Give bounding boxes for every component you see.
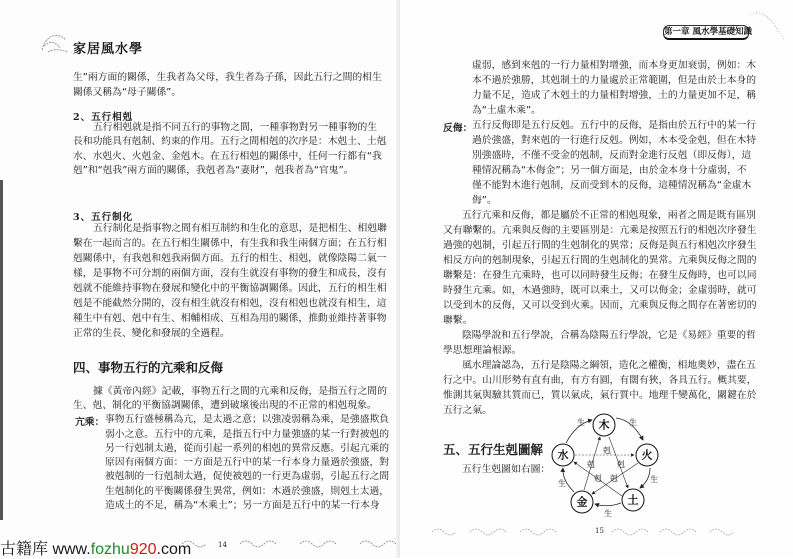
text-line: 據《黃帝內經》記載，事物五行之間的亢乘和反侮，是指五行之間的	[93, 386, 387, 397]
section-heading: 五、五行生剋圖解	[443, 442, 544, 457]
generate-label: 生	[629, 418, 637, 427]
generate-label: 生	[577, 418, 585, 427]
arrow-earth-to-metal	[595, 503, 621, 506]
text-line: 虛弱，感到來剋的一行力量相對增強，而本身更加衰弱，例如：木	[472, 60, 757, 71]
overcome-label: 剋	[587, 460, 595, 469]
text-line: 關係又稱為“母子關係”。	[73, 87, 182, 98]
text-line: 造成土的不足，稱為“木乘土”；另一方面是五行中的某一行本身	[105, 500, 380, 511]
text-line: 剋”和“剋我”兩方面的關係，我剋者為“妻財”，剋我者為“官鬼”。	[73, 165, 354, 176]
text-line: 剋就不能維持事物在發展和變化中的平衡協調關係。因此，五行的相生相	[73, 283, 387, 294]
text-line: 被剋制的一行剋制太過，促使被剋的一行更為虛弱，引起五行之間	[105, 471, 390, 482]
subsection-title: 3、五行制化	[73, 212, 134, 223]
text-line: 正常的生長、變化和發展的全過程。	[73, 328, 230, 339]
overcome-label: 剋	[594, 474, 602, 483]
overcome-label: 剋	[617, 460, 625, 469]
text-line: 時發生亢乘。如，木過強時，既可以乘土，又可以侮金；金虛弱時，就可	[443, 285, 757, 296]
text-line: 侮”。	[472, 195, 497, 206]
term-label: 亢乘：	[75, 417, 105, 428]
text-line: 五行相剋就是指不同五行的事物之間，一種事物對另一種事物的生	[93, 122, 378, 133]
text-line: 別強盛時，不僅不受金的剋制，反而對金進行反剋（即反侮），這	[472, 150, 752, 161]
chapter-header: 第一章 風水學基礎知識	[663, 25, 749, 40]
generate-label: 生	[650, 475, 658, 484]
text-line: 相反方向的剋制現象，引起五行間的生剋制化的異常。亢乘與反侮之間的	[443, 255, 757, 266]
text-line: 剋是不能截然分開的，沒有相生就沒有相剋，沒有相剋也就沒有相生，這	[73, 298, 387, 309]
overcome-label: 剋	[603, 446, 611, 455]
text-line: 生剋制化的平衡關係發生異常，例如：木過於強盛，則剋土太過，	[105, 486, 390, 497]
text-line: 為“土虛木乘”。	[472, 105, 541, 116]
watermark-green: fozhu	[90, 541, 130, 558]
text-line: 風水理論認為，五行是陰陽之綱領，造化之權衡，相地奧妙，盡在五	[462, 360, 756, 371]
text-line: 學思想理論根源。	[443, 345, 522, 356]
text-line: 陰陽學說和五行學說，合稱為陰陽五行學說，它是《易經》重要的哲	[462, 330, 756, 341]
text-line: 以受到木的反侮，又可以受到火乘。因而，亢乘與反侮之間存在著密切的	[443, 300, 757, 311]
text-line: 聯繫是：在發生亢乘時，也可以同時發生反侮；在發生反侮時，也可以同	[443, 270, 757, 281]
text-line: 本不過於強勝，其剋制土的力量處於正常範圍，但是由於土本身的	[472, 75, 757, 86]
page-number: 15	[595, 527, 604, 535]
text-line: 種生中有剋、剋中有生、相輔相成、互相為用的關係，推動並維持著事物	[73, 313, 387, 324]
overcome-label: 剋	[610, 474, 618, 483]
text-line: 過強的剋制，引起五行間的生剋制化的異常；反侮是與五行相剋次序發生	[443, 240, 757, 251]
generate-label: 生	[604, 509, 612, 518]
text-line: 繫在一起而言的。在五行相生關係中，有生我和我生兩個方面；在五行相	[73, 238, 387, 249]
text-line: 僅不能對木進行剋制，反而受到木的反侮，這種情況稱為“金虛木	[472, 180, 752, 191]
text-line: 五行制化是指事物之間有相互制約和生化的意思，是把相生、相剋聯	[93, 223, 387, 234]
node-fire-label: 火	[641, 448, 653, 462]
text-line: 水、水剋火、火剋金、金剋木。在五行相剋的關係中，任何一行都有“我	[73, 151, 382, 162]
text-line: 長和功能具有剋制、約束的作用。五行之間相剋的次序是：木剋土、土剋	[73, 136, 387, 147]
arrow-fire-to-earth	[640, 468, 650, 488]
term-label: 反侮：	[443, 123, 473, 134]
watermark-suffix: .com	[156, 541, 192, 558]
text-line: 樣，是事物不可分割的兩個方面，沒有生就沒有事物的發生和成長，沒有	[73, 268, 387, 279]
footer-ornament-icon	[432, 529, 734, 535]
text-line: 過於強盛，對來剋的一行進行反剋。例如，木本受金剋，但在木特	[472, 135, 757, 146]
text-line: 又有聯繫的。亢乘與反侮的主要區別是：亢乘是按照五行的相剋次序發生	[443, 225, 757, 236]
text-line: 剋關係中，有我剋和剋我兩個方面。五行的相生、相剋，就像陰陽二氣一	[73, 253, 387, 264]
text-line: 事物五行盛極稱為亢，是太過之意；以強凌弱稱為乘，是強盛欺負	[105, 414, 390, 425]
subsection-title: 2、五行相剋	[73, 112, 134, 123]
generate-label: 生	[558, 479, 566, 488]
node-water-label: 水	[557, 448, 569, 462]
text-line: 原因有兩個方面：一方面是五行中的某一行本身力量過於強盛，對	[105, 457, 390, 468]
text-line: 惟測其氣與驗其質而已，質以氣成，氣行質中。地理千變萬化，關鍵在於	[443, 390, 757, 401]
text-line: 聯繫。	[443, 315, 473, 326]
chapter-heading: 四、事物五行的亢乘和反侮	[73, 360, 224, 375]
book-title: 家居風水學	[73, 42, 144, 57]
watermark-prefix: 古籍库 www.	[0, 541, 91, 558]
node-earth-label: 土	[627, 493, 639, 507]
text-line: 生、剋、制化的平衡協調關係，遭到破壞後出現的不正常的相剋現象。	[73, 400, 377, 411]
page-number: 14	[218, 541, 227, 549]
text-line: 行之中。山川形勢有直有曲，有方有圓，有闊有狹，各具五行。概其要，	[443, 375, 757, 386]
diagram-caption: 五行生剋圖如右圖：	[462, 464, 551, 475]
node-wood-label: 木	[598, 418, 610, 432]
text-line: 力量不足，造成了木剋土的力量相對增強，土的力量更加不足，稱	[472, 90, 757, 101]
node-metal-label: 金	[576, 495, 588, 509]
watermark-red: 920	[129, 541, 157, 558]
text-line: 五行反侮即是五行反剋。五行中的反侮，是指由於五行中的某一行	[472, 120, 757, 131]
text-line: 五行亢乘和反侮，都是屬於不正常的相剋現象，兩者之間是既有區別	[462, 210, 756, 221]
text-line: 弱小之意。五行中的亢乘，是指五行中力量強盛的某一行對被剋的	[105, 429, 390, 440]
text-line: 種情況稱為“木侮金”；另一個方面是，由於金本身十分虛弱，不	[472, 165, 747, 176]
text-line: 生”兩方面的關係，生我者為父母，我生者為子孫，因此五行之間的相生	[73, 72, 382, 83]
text-line: 另一行剋制太過，從而引起一系列的相剋的異常反應。引起亢乘的	[105, 443, 390, 454]
text-line: 五行之氣。	[443, 405, 492, 416]
